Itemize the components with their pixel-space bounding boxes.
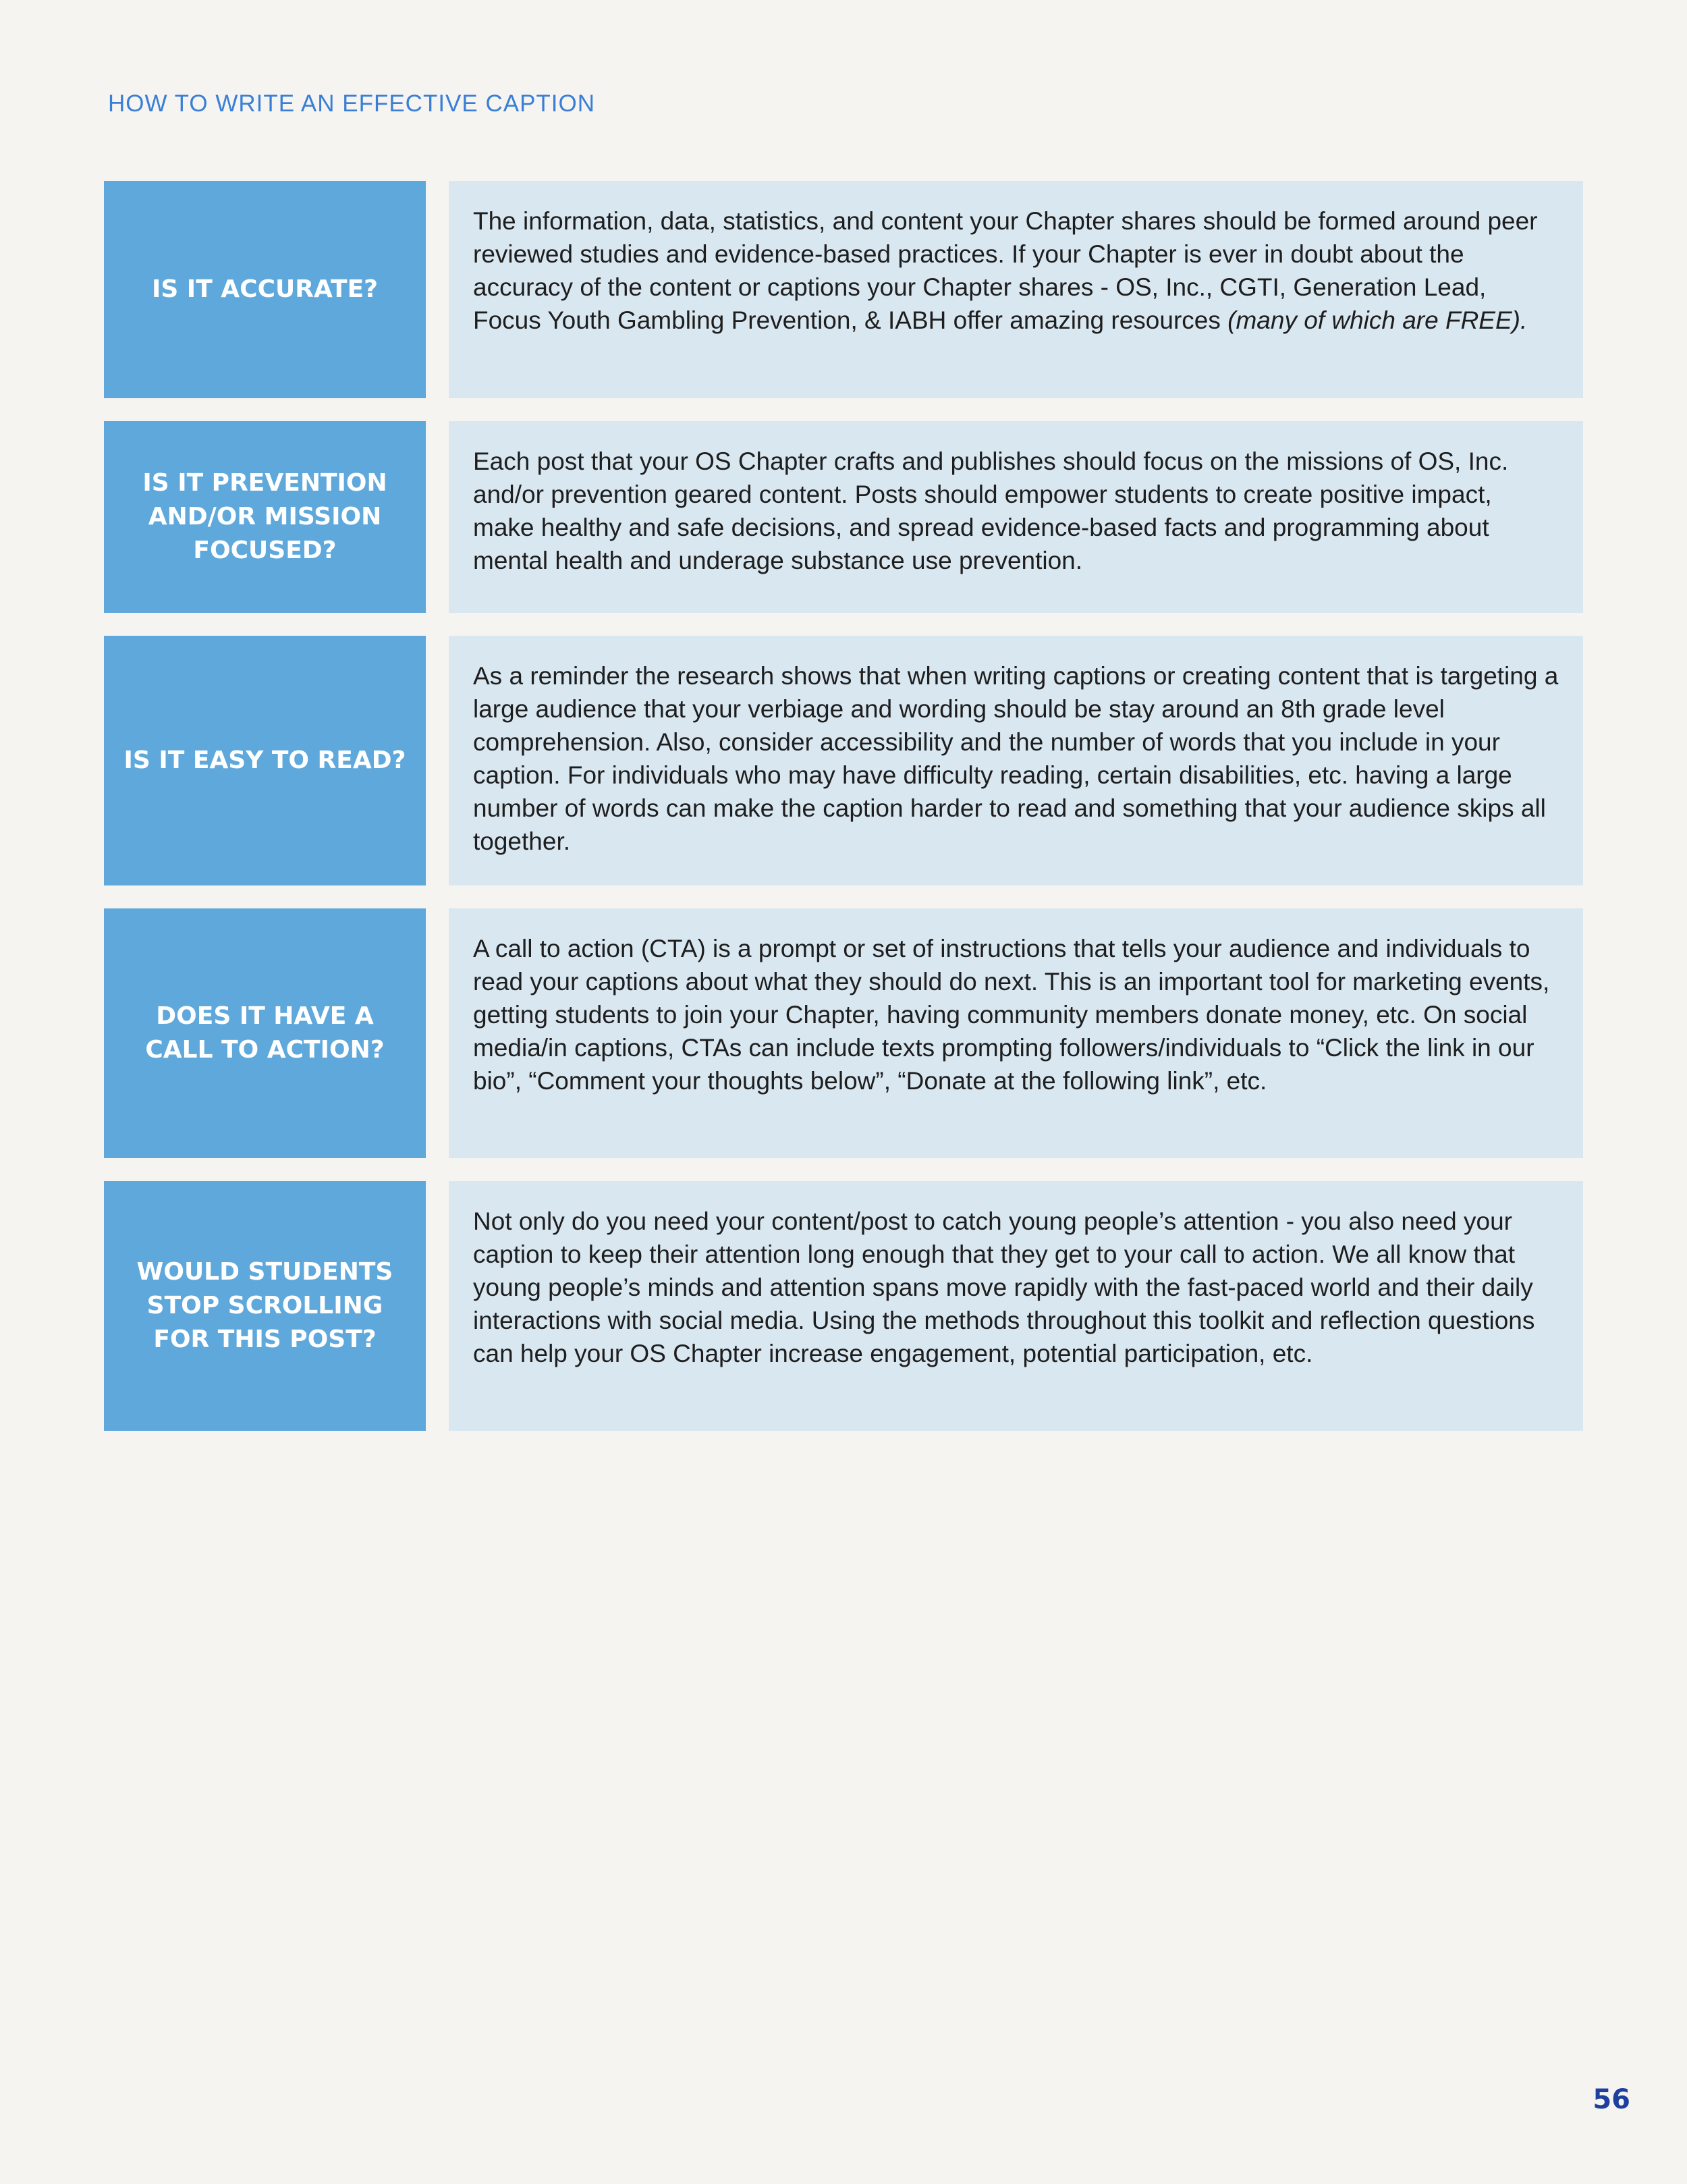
- checklist-row-readability: [104, 636, 1583, 885]
- checklist-row-accuracy: [104, 181, 1583, 398]
- row-body: [449, 908, 1583, 1158]
- caption-checklist: [104, 181, 1583, 1454]
- row-label-text: DOES IT HAVE A CALL TO ACTION?: [145, 1002, 385, 1064]
- row-label-text: IS IT PREVENTION AND/OR MISSION FOCUSED?: [142, 469, 387, 564]
- row-body-text: Not only do you need your content/post to catch young people’s attention - you also need your caption to keep their attention long enough that they get to your call to action. We all know that young people’s minds and attention spans move rapidly with the fast-paced world and their daily interactions with social media. Using the methods throughout this toolkit and reflection questions can help your OS Chapter increase engagement, potential participation, etc.: [473, 1207, 1535, 1367]
- checklist-row-call-to-action: [104, 908, 1583, 1158]
- checklist-row-mission: [104, 421, 1583, 613]
- row-label-text: IS IT EASY TO READ?: [123, 746, 406, 774]
- row-label: [104, 636, 426, 885]
- page-title: HOW TO WRITE AN EFFECTIVE CAPTION: [108, 90, 596, 117]
- page-number: 56: [1593, 2084, 1630, 2115]
- row-body-text: The information, data, statistics, and content your Chapter shares should be formed around peer reviewed studies and evidence-based practices. If your Chapter is ever in doubt about the accuracy of the content or captions your Chapter shares - OS, Inc., CGTI, Generation Lead, Focus Youth Gambling Prevention, & IABH offer amazing resources: [473, 207, 1538, 334]
- row-body-text: A call to action (CTA) is a prompt or set of instructions that tells your audience and individuals to read your captions about what they should do next. This is an important tool for marketing events, getting students to join your Chapter, having community members donate money, etc. On social media/in captions, CTAs can include texts prompting followers/individuals to “Click the link in our bio”, “Comment your thoughts below”, “Donate at the following link”, etc.: [473, 935, 1550, 1095]
- row-body-emphasis: (many of which are FREE).: [1227, 306, 1528, 334]
- row-body: [449, 421, 1583, 613]
- row-label: [104, 421, 426, 613]
- row-label-text: IS IT ACCURATE?: [151, 275, 379, 303]
- row-body-text: Each post that your OS Chapter crafts and publishes should focus on the missions of OS, Inc. and/or prevention geared content. Posts should empower students to create positive impact, make healthy and safe decisions, and spread evidence-based facts and programming about mental health and underage substance use prevention.: [473, 447, 1509, 574]
- row-label: [104, 1181, 426, 1431]
- row-body: [449, 181, 1583, 398]
- row-label-text: WOULD STUDENTS STOP SCROLLING FOR THIS POST?: [136, 1258, 393, 1353]
- row-body: [449, 1181, 1583, 1431]
- row-body: [449, 636, 1583, 885]
- row-label: [104, 908, 426, 1158]
- checklist-row-scroll-stopping: [104, 1181, 1583, 1431]
- row-label: [104, 181, 426, 398]
- row-body-text: As a reminder the research shows that when writing captions or creating content that is targeting a large audience that your verbiage and wording should be stay around an 8th grade level comprehension. Also, consider accessibility and the number of words that you include in your caption. For individuals who may have difficulty reading, certain disabilities, etc. having a large number of words can make the caption harder to read and something that your audience skips all together.: [473, 662, 1559, 855]
